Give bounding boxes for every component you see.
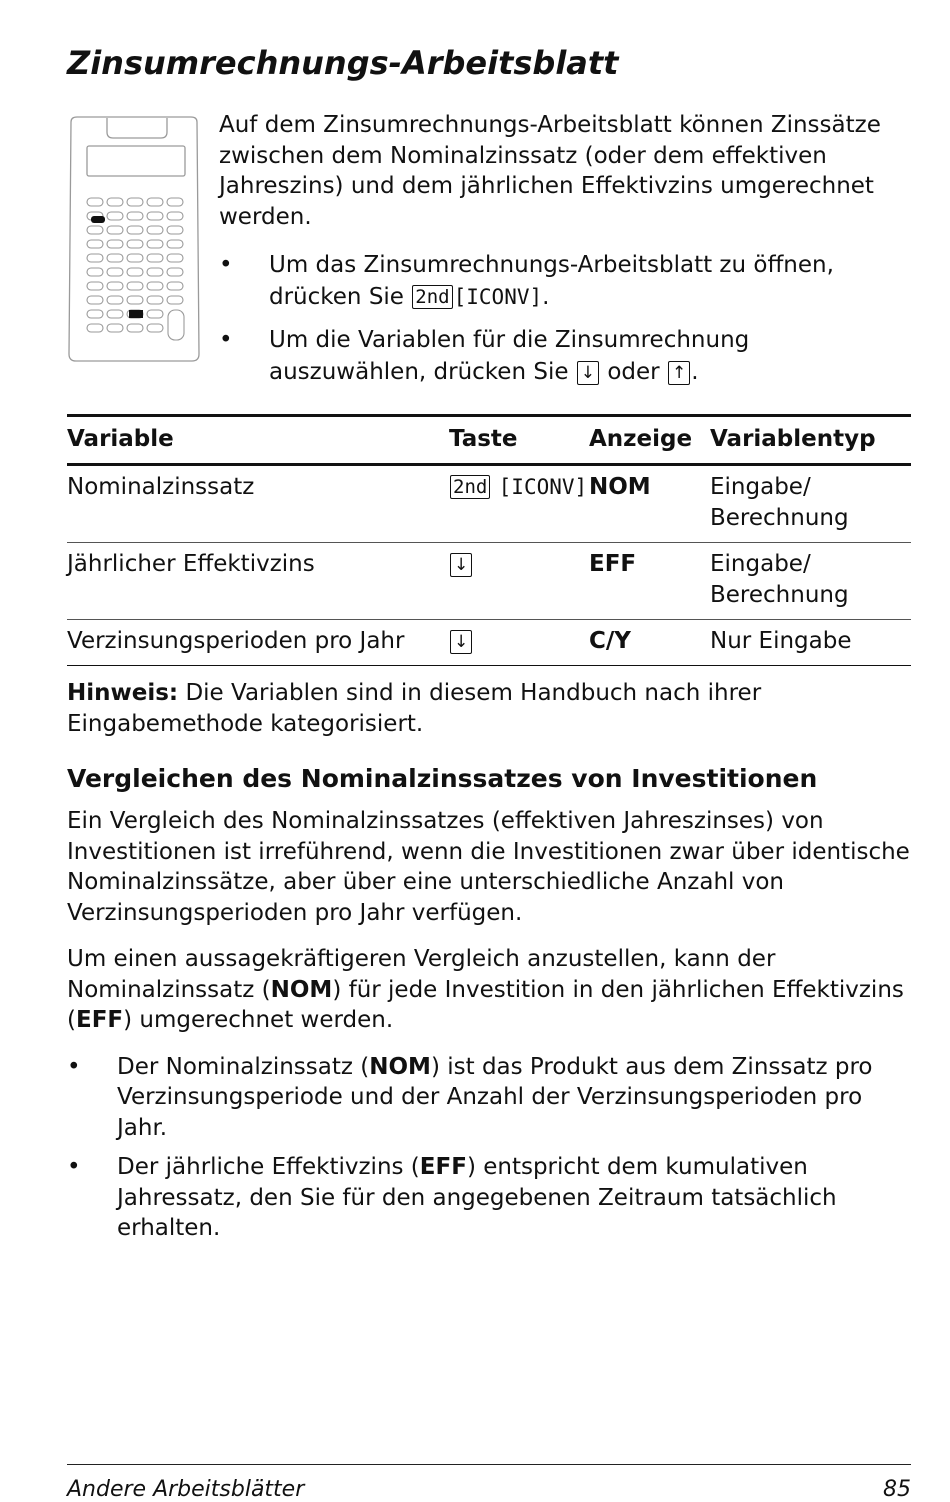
cell-variable: Jährlicher Effektivzins	[67, 543, 449, 620]
bullet-text: Um das Zinsumrechnungs-Arbeitsblatt zu öffnen, drücken Sie	[269, 252, 834, 310]
cell-key: 2nd [ICONV]	[449, 465, 589, 543]
cell-display: C/Y	[589, 620, 710, 666]
cell-type: Nur Eingabe	[710, 620, 911, 666]
cell-type: Eingabe/ Berechnung	[710, 543, 911, 620]
bullet-eff: • Der jährliche Effektivzins (EFF) entspricht dem kumulativen Jahressatz, den Sie für den angegebenen Zeitraum tatsächlich erhalten.	[67, 1154, 837, 1241]
table-row	[67, 543, 911, 620]
key-2nd: 2nd	[412, 285, 452, 309]
page-title: Zinsumrechnungs-Arbeitsblatt	[67, 44, 619, 82]
paragraph-1: Ein Vergleich des Nominalzinssatzes (effektiven Jahreszinses) von Investitionen ist irreführend, wenn die Investitionen zwar über identische Nominalzinssätze, aber über eine unterschiedliche Anzahl von Verzinsungsperioden pro Jahr verfügen.	[67, 808, 910, 926]
note-label: Hinweis:	[67, 680, 179, 706]
cell-display: NOM	[589, 465, 710, 543]
table-row	[67, 465, 911, 543]
arrow-up-key-icon: ↑	[668, 361, 690, 385]
cell-key	[449, 620, 589, 666]
cell-variable: Verzinsungsperioden pro Jahr	[67, 620, 449, 666]
bullet-select-variables: • Um die Variablen für die Zinsumrechnung auszuwählen, drücken Sie ↓ oder ↑ .	[219, 324, 909, 388]
header-variablentyp: Variablentyp	[710, 416, 911, 465]
header-anzeige: Anzeige	[589, 416, 710, 465]
arrow-down-key-icon: ↓	[450, 630, 472, 654]
arrow-down-key-icon: ↓	[450, 553, 472, 577]
bullet-symbol: •	[219, 327, 233, 353]
header-taste: Taste	[449, 416, 589, 465]
page-number: 85	[883, 1477, 911, 1502]
key-iconv: ICONV	[466, 285, 530, 309]
variables-table	[67, 414, 911, 666]
arrow-down-key-icon: ↓	[577, 361, 599, 385]
paragraph-2: Um einen aussagekräftigeren Vergleich anzustellen, kann der Nominalzinssatz (NOM) für jede Investition in den jährlichen Effektivzins (EFF) umgerechnet werden.	[67, 946, 904, 1033]
section-heading: Vergleichen des Nominalzinssatzes von Investitionen	[67, 764, 818, 793]
intro-paragraph: Auf dem Zinsumrechnungs-Arbeitsblatt können Zinssätze zwischen dem Nominalzinssatz (oder dem effektiven Jahreszins) und dem jährlichen Effektivzins umgerechnet werden.	[219, 112, 881, 230]
cell-key	[449, 543, 589, 620]
note	[67, 678, 911, 739]
cell-variable: Nominalzinssatz	[67, 465, 449, 543]
header-variable: Variable	[67, 416, 449, 465]
bullet-text: Um die Variablen für die Zinsumrechnung auszuwählen, drücken Sie	[269, 327, 750, 385]
bullet-symbol: •	[67, 1154, 81, 1180]
calculator-icon	[67, 114, 201, 364]
key-iconv: ICONV	[511, 475, 575, 499]
key-2nd: 2nd	[450, 475, 490, 499]
footer-divider	[67, 1464, 911, 1465]
bullet-nom: • Der Nominalzinssatz (NOM) ist das Produkt aus dem Zinssatz pro Verzinsungsperiode und der Anzahl der Verzinsungsperioden pro Jahr.	[67, 1053, 873, 1141]
bullet-symbol: •	[219, 252, 233, 278]
cell-type: Eingabe/ Berechnung	[710, 465, 911, 543]
table-row	[67, 620, 911, 666]
note-text: Die Variablen sind in diesem Handbuch nach ihrer Eingabemethode kategorisiert.	[67, 680, 762, 737]
bullet-open-worksheet: • Um das Zinsumrechnungs-Arbeitsblatt zu öffnen, drücken Sie 2nd [ICONV].	[219, 249, 909, 313]
bullet-symbol: •	[67, 1053, 81, 1080]
footer-section-title: Andere Arbeitsblätter	[67, 1477, 305, 1502]
cell-display: EFF	[589, 543, 710, 620]
